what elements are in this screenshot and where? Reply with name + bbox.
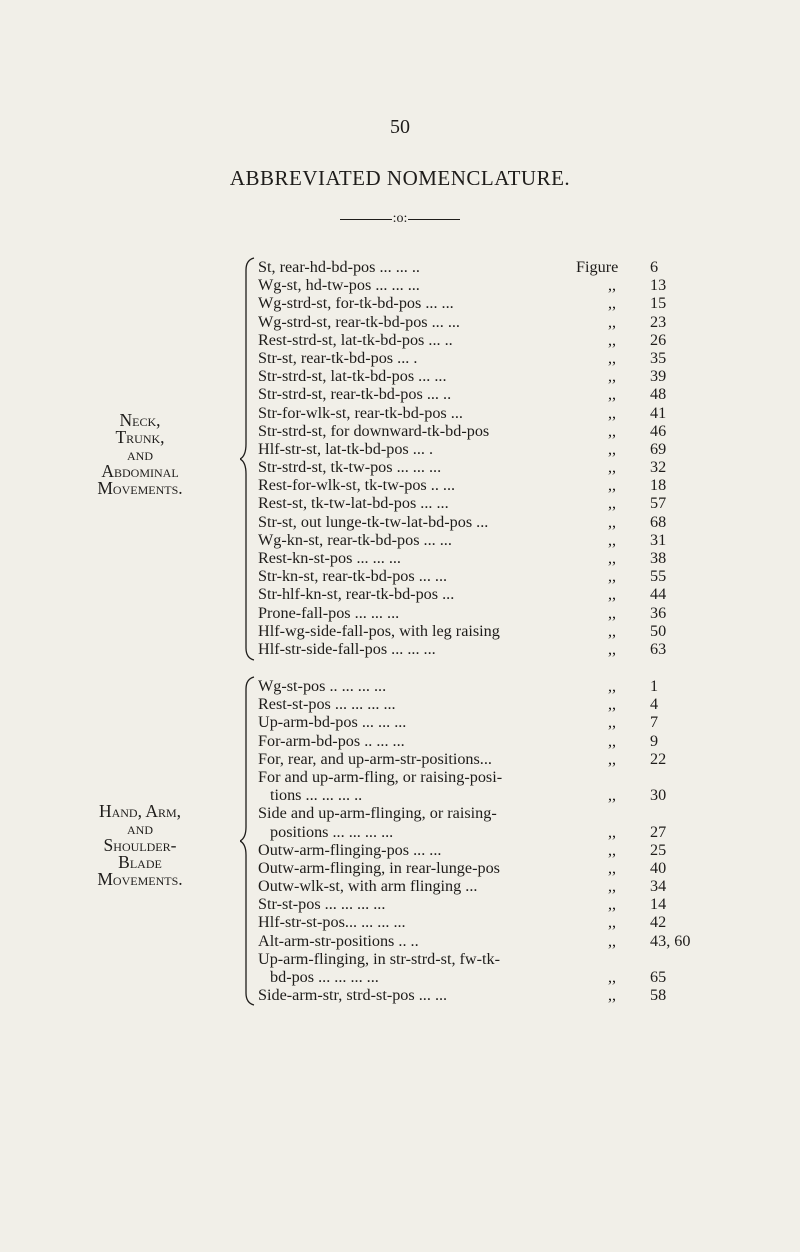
group-label: [40, 412, 240, 497]
figure-number: 14: [650, 895, 667, 914]
list-item: [258, 421, 667, 440]
separator-mark: :o:: [392, 211, 408, 226]
list-item: [258, 585, 667, 604]
figure-number: 7: [650, 713, 659, 732]
list-item: [258, 732, 658, 750]
entry-text: Outw-wlk-st, with arm flinging ...: [258, 877, 478, 896]
list-item: [258, 385, 667, 404]
brace-icon: [240, 675, 256, 1007]
figure-number: 69: [650, 439, 667, 458]
ditto-mark: ,,: [608, 312, 617, 331]
group-label-line: Trunk,: [115, 427, 165, 447]
entry-text: bd-pos ... ... ... ...: [270, 968, 379, 986]
figure-number: 31: [650, 530, 667, 549]
entry-text: Str-st-pos ... ... ... ...: [258, 895, 386, 914]
entry-text: Wg-st-pos .. ... ... ...: [258, 677, 387, 695]
list-item: [258, 294, 667, 313]
ditto-mark: ,,: [608, 585, 617, 604]
figure-number: 65: [650, 968, 667, 986]
list-item: [258, 603, 667, 622]
ditto-mark: ,,: [608, 639, 617, 658]
ditto-mark: ,,: [608, 549, 617, 567]
list-item: [258, 258, 658, 276]
ditto-mark: ,,: [608, 931, 617, 950]
separator-rule-right: [408, 219, 460, 220]
list-item: [258, 476, 667, 495]
ditto-mark: ,,: [608, 348, 617, 367]
ditto-mark: ,,: [608, 567, 617, 586]
entry-text: Rest-for-wlk-st, tk-tw-pos .. ...: [258, 476, 456, 495]
list-item: [258, 931, 691, 950]
figure-number: 39: [650, 367, 667, 386]
figure-number: 27: [650, 822, 667, 841]
entry-text: positions ... ... ... ...: [270, 822, 394, 841]
figure-number: 15: [650, 294, 667, 313]
entry-text: Hlf-wg-side-fall-pos, with leg raising: [258, 621, 500, 640]
ditto-mark: ,,: [608, 621, 617, 640]
list-item: [258, 367, 667, 386]
group-label-line: and: [127, 818, 153, 838]
entry-text: For-arm-bd-pos .. ... ...: [258, 731, 405, 750]
figure-number: 9: [650, 731, 659, 750]
page-title: ABBREVIATED NOMENCLATURE.: [229, 166, 571, 190]
ditto-mark: ,,: [608, 986, 617, 1005]
group-label-line: Movements.: [97, 478, 183, 498]
list-item: [258, 403, 667, 422]
ditto-mark: ,,: [608, 822, 617, 841]
entry-text: For and up-arm-fling, or raising-posi-: [258, 767, 503, 786]
entry-text: Hlf-str-st-pos... ... ... ...: [258, 913, 406, 932]
entry-text: Outw-arm-flinging-pos ... ...: [258, 840, 442, 859]
figure-word: Figure: [576, 258, 619, 276]
entry-text: Str-st, rear-tk-bd-pos ... .: [258, 348, 418, 367]
figure-number: 18: [650, 476, 667, 495]
list-item: [258, 950, 658, 968]
figure-number: 26: [650, 330, 667, 349]
ditto-mark: ,,: [608, 512, 617, 531]
list-item: [258, 549, 667, 567]
list-item: [258, 786, 667, 805]
list-item: [258, 822, 667, 841]
entry-text: tions ... ... ... ..: [270, 786, 363, 805]
separator-rule-left: [340, 219, 392, 220]
figure-number: 55: [650, 567, 667, 586]
figure-number: 38: [650, 549, 667, 567]
figure-number: 36: [650, 603, 667, 622]
ditto-mark: ,,: [608, 877, 617, 896]
group-label-line: Blade: [118, 852, 162, 872]
ditto-mark: ,,: [608, 367, 617, 386]
list-item: [258, 494, 667, 513]
ditto-mark: ,,: [608, 695, 617, 714]
group-label-line: Movements.: [97, 869, 183, 889]
figure-number: 32: [650, 458, 667, 477]
entry-text: Up-arm-flinging, in str-strd-st, fw-tk-: [258, 949, 500, 968]
page-number: 50: [390, 116, 410, 138]
list-item: [258, 895, 667, 914]
entry-text: Wg-kn-st, rear-tk-bd-pos ... ...: [258, 530, 452, 549]
ditto-mark: ,,: [608, 294, 617, 313]
ditto-mark: ,,: [608, 385, 617, 404]
figure-number: 46: [650, 421, 667, 440]
group-label-line: Abdominal: [101, 461, 179, 481]
entry-text: Wg-st, hd-tw-pos ... ... ...: [258, 276, 420, 295]
figure-number: 25: [650, 840, 667, 859]
entry-text: Wg-strd-st, for-tk-bd-pos ... ...: [258, 294, 454, 313]
entry-text: Str-strd-st, lat-tk-bd-pos ... ...: [258, 367, 447, 386]
figure-number: 6: [650, 258, 659, 276]
figure-number: 35: [650, 348, 667, 367]
ditto-mark: ,,: [608, 403, 617, 422]
ditto-mark: ,,: [608, 530, 617, 549]
figure-number: 40: [650, 858, 667, 877]
entry-text: Str-st, out lunge-tk-tw-lat-bd-pos ...: [258, 512, 489, 531]
entry-text: Rest-strd-st, lat-tk-bd-pos ... ..: [258, 330, 453, 349]
entry-text: Str-strd-st, tk-tw-pos ... ... ...: [258, 458, 442, 477]
figure-number: 44: [650, 585, 667, 604]
ditto-mark: ,,: [608, 840, 617, 859]
list-item: [258, 458, 667, 477]
ditto-mark: ,,: [608, 458, 617, 477]
entries-list: [258, 677, 691, 1005]
entry-text: Prone-fall-pos ... ... ...: [258, 603, 400, 622]
ditto-mark: ,,: [608, 276, 617, 295]
entry-text: Wg-strd-st, rear-tk-bd-pos ... ...: [258, 312, 460, 331]
entry-text: Str-strd-st, rear-tk-bd-pos ... ..: [258, 385, 452, 404]
figure-number: 13: [650, 276, 667, 295]
list-item: [258, 312, 667, 331]
ditto-mark: ,,: [608, 968, 617, 986]
ditto-mark: ,,: [608, 731, 617, 750]
entry-text: Side and up-arm-flinging, or raising-: [258, 804, 497, 823]
list-item: [258, 439, 667, 458]
entry-text: Outw-arm-flinging, in rear-lunge-pos: [258, 858, 500, 877]
entry-text: Rest-st, tk-tw-lat-bd-pos ... ...: [258, 494, 449, 513]
figure-number: 4: [650, 695, 659, 714]
ditto-mark: ,,: [608, 476, 617, 495]
group-label: [40, 803, 240, 888]
entry-text: Str-kn-st, rear-tk-bd-pos ... ...: [258, 567, 448, 586]
figure-number: 50: [650, 621, 667, 640]
figure-number: 63: [650, 639, 667, 658]
ditto-mark: ,,: [608, 713, 617, 732]
entry-text: Str-hlf-kn-st, rear-tk-bd-pos ...: [258, 585, 455, 604]
list-item: [258, 713, 658, 731]
entry-text: Rest-kn-st-pos ... ... ...: [258, 549, 401, 567]
brace-icon: [240, 256, 256, 662]
list-item: [258, 986, 667, 1005]
group-label-line: Neck,: [119, 410, 161, 430]
list-item: [258, 348, 667, 367]
ditto-mark: ,,: [608, 895, 617, 914]
figure-number: 48: [650, 385, 667, 404]
list-item: [258, 512, 667, 531]
entries-list: [258, 258, 667, 658]
entry-text: Str-for-wlk-st, rear-tk-bd-pos ...: [258, 403, 463, 422]
figure-number: 22: [650, 749, 667, 768]
list-item: [258, 749, 667, 768]
list-item: [258, 567, 667, 586]
list-item: [258, 276, 667, 295]
ditto-mark: ,,: [608, 858, 617, 877]
list-item: [258, 768, 658, 786]
list-item: [258, 621, 667, 640]
entry-text: For, rear, and up-arm-str-positions...: [258, 749, 492, 768]
list-item: [258, 804, 658, 822]
entry-text: Str-strd-st, for downward-tk-bd-pos: [258, 421, 490, 440]
list-item: [258, 530, 667, 549]
group-label-line: Shoulder-: [103, 835, 177, 855]
entry-text: Hlf-str-side-fall-pos ... ... ...: [258, 639, 436, 658]
list-item: [258, 858, 667, 877]
list-item: [258, 330, 667, 349]
ditto-mark: ,,: [608, 913, 617, 932]
ditto-mark: ,,: [608, 749, 617, 768]
entry-text: St, rear-hd-bd-pos ... ... ..: [258, 258, 420, 276]
figure-number: 1: [650, 677, 659, 695]
separator: [0, 212, 800, 226]
ditto-mark: ,,: [608, 330, 617, 349]
figure-number: 57: [650, 494, 667, 513]
list-item: [258, 913, 667, 932]
ditto-mark: ,,: [608, 439, 617, 458]
figure-number: 42: [650, 913, 667, 932]
entry-text: Alt-arm-str-positions .. ..: [258, 931, 419, 950]
entry-text: Side-arm-str, strd-st-pos ... ...: [258, 986, 448, 1005]
ditto-mark: ,,: [608, 677, 617, 695]
figure-number: 30: [650, 786, 667, 805]
figure-number: 58: [650, 986, 667, 1005]
group-label-line: Hand, Arm,: [98, 801, 182, 821]
ditto-mark: ,,: [608, 786, 617, 805]
list-item: [258, 968, 667, 986]
entry-text: Hlf-str-st, lat-tk-bd-pos ... .: [258, 439, 434, 458]
group-label-line: and: [127, 444, 153, 464]
list-item: [258, 877, 667, 896]
list-item: [258, 840, 667, 859]
figure-number: 43, 60: [650, 931, 691, 950]
ditto-mark: ,,: [608, 421, 617, 440]
ditto-mark: ,,: [608, 603, 617, 622]
ditto-mark: ,,: [608, 494, 617, 513]
figure-number: 41: [650, 403, 667, 422]
list-item: [258, 677, 658, 695]
figure-number: 68: [650, 512, 667, 531]
entry-text: Rest-st-pos ... ... ... ...: [258, 695, 396, 714]
list-item: [258, 695, 658, 713]
figure-number: 34: [650, 877, 667, 896]
list-item: [258, 639, 667, 658]
figure-number: 23: [650, 312, 667, 331]
entry-text: Up-arm-bd-pos ... ... ...: [258, 713, 407, 732]
